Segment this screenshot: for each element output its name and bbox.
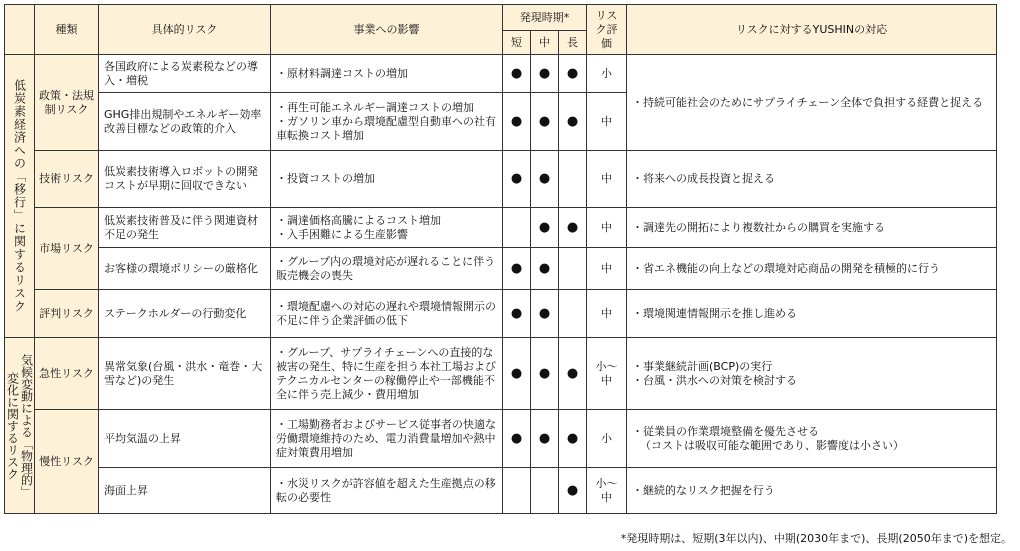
- response-cell: ・調達先の開拓により複数社からの購買を実施する: [627, 208, 997, 248]
- timing-short-empty: [503, 468, 531, 514]
- impact-cell: [271, 208, 503, 248]
- timing-mid-dot: ●: [531, 93, 559, 151]
- type-tech: 技術リスク: [35, 151, 99, 208]
- type-reputation: 評判リスク: [35, 290, 99, 338]
- evaluation-cell: 中: [587, 290, 627, 338]
- type-chronic: 慢性リスク: [35, 410, 99, 514]
- risk-cell: 低炭素技術導入ロボットの開発コストが早期に回収できない: [99, 151, 271, 208]
- evaluation-cell: 中: [587, 151, 627, 208]
- response-cell: ・持続可能社会のためにサプライチェーン全体で負担する経費と捉える: [627, 55, 997, 151]
- category-transition-label: 低炭素経済への「移行」に関するリスク: [12, 79, 27, 313]
- header-type: 種類: [35, 5, 99, 55]
- timing-mid-dot: ●: [531, 290, 559, 338]
- timing-long-empty: [559, 151, 587, 208]
- timing-long-dot: ●: [559, 410, 587, 468]
- evaluation-cell: 小: [587, 55, 627, 93]
- timing-short-dot: ●: [503, 55, 531, 93]
- impact-line: ・入手困難による生産影響: [276, 227, 408, 241]
- evaluation-cell: 中: [587, 93, 627, 151]
- type-policy: 政策・法規制リスク: [35, 55, 99, 151]
- timing-long-empty: [559, 248, 587, 290]
- evaluation-cell: 小: [587, 410, 627, 468]
- category-physical-label: 気候変動による「物理的」変化に関するリスク: [5, 353, 34, 498]
- climate-risk-table: [4, 4, 997, 514]
- impact-cell: [271, 55, 503, 93]
- timing-long-dot: ●: [559, 338, 587, 410]
- impact-line: ・環境配慮への対応の遅れや環境情報開示の不足に伴う企業評価の低下: [276, 299, 496, 327]
- impact-cell: [271, 290, 503, 338]
- timing-short-dot: ●: [503, 93, 531, 151]
- impact-line: ・水災リスクが許容値を超えた生産拠点の移転の必要性: [276, 476, 496, 504]
- timing-short-dot: ●: [503, 410, 531, 468]
- impact-cell: [271, 151, 503, 208]
- impact-cell: [271, 248, 503, 290]
- impact-line: ・調達価格高騰によるコスト増加: [276, 213, 441, 227]
- evaluation-cell: [587, 468, 627, 514]
- table-row: [5, 290, 997, 338]
- timing-short-dot: ●: [503, 338, 531, 410]
- table-row: [5, 55, 997, 93]
- header-response: リスクに対するYUSHINの対応: [627, 5, 997, 55]
- timing-mid-dot: ●: [531, 151, 559, 208]
- timing-long-dot: ●: [559, 468, 587, 514]
- header-long: 長: [559, 31, 587, 55]
- response-line: ・台風・洪水への対策を検討する: [632, 373, 797, 387]
- risk-cell: 海面上昇: [99, 468, 271, 514]
- header-evaluation-label: リスク評価: [595, 8, 618, 50]
- timing-mid-dot: ●: [531, 208, 559, 248]
- timing-mid-dot: ●: [531, 338, 559, 410]
- risk-cell: 平均気温の上昇: [99, 410, 271, 468]
- timing-long-empty: [559, 290, 587, 338]
- header-evaluation: [587, 5, 627, 55]
- response-line: ・従業員の作業環境整備を優先させる: [632, 424, 819, 438]
- category-transition: [5, 55, 35, 338]
- timing-mid-dot: ●: [531, 410, 559, 468]
- response-cell: ・将来への成長投資と捉える: [627, 151, 997, 208]
- response-line: （コストは吸収可能な範囲であり、影響度は小さい）: [640, 438, 904, 452]
- header-risk: 具体的リスク: [99, 5, 271, 55]
- timing-short-empty: [503, 208, 531, 248]
- impact-cell: [271, 468, 503, 514]
- impact-line: ・ガソリン車から環境配慮型自動車への社有車転換コスト増加: [276, 114, 496, 142]
- header-timing: 発現時期*: [503, 5, 587, 31]
- table-row: [5, 410, 997, 468]
- impact-cell: [271, 93, 503, 151]
- impact-line: ・グループ、サプライチェーンへの直接的な被害の発生、特に生産を担う本社工場およびテクニカルセンターの稼働停止や一部機能不全に伴う売上減少・費用増加: [276, 345, 496, 401]
- table-row: [5, 151, 997, 208]
- table-row: [5, 338, 997, 410]
- type-acute: 急性リスク: [35, 338, 99, 410]
- response-cell: ・省エネ機能の向上などの環境対応商品の開発を積極的に行う: [627, 248, 997, 290]
- impact-line: ・グループ内の環境対応が遅れることに伴う販売機会の喪失: [276, 254, 496, 282]
- header-mid: 中: [531, 31, 559, 55]
- risk-cell: 異常気象(台風・洪水・竜巻・大雪など)の発生: [99, 338, 271, 410]
- evaluation-value: 小〜中: [595, 476, 618, 504]
- timing-short-dot: ●: [503, 248, 531, 290]
- evaluation-cell: 中: [587, 208, 627, 248]
- timing-mid-empty: [531, 468, 559, 514]
- risk-cell: お客様の環境ポリシーの厳格化: [99, 248, 271, 290]
- impact-cell: [271, 338, 503, 410]
- timing-short-dot: ●: [503, 151, 531, 208]
- header-blank: [5, 5, 35, 55]
- response-cell: ・継続的なリスク把握を行う: [627, 468, 997, 514]
- response-cell: [627, 410, 997, 468]
- timing-long-dot: ●: [559, 55, 587, 93]
- evaluation-cell: 中: [587, 248, 627, 290]
- impact-line: ・投資コストの増加: [276, 172, 375, 185]
- response-line: ・事業継続計画(BCP)の実行: [632, 359, 773, 373]
- timing-mid-dot: ●: [531, 55, 559, 93]
- risk-cell: ステークホルダーの行動変化: [99, 290, 271, 338]
- risk-cell: 各国政府による炭素税などの導入・増税: [99, 55, 271, 93]
- timing-footnote: *発現時期は、短期(3年以内)、中期(2030年まで)、長期(2050年まで)を想定。: [620, 532, 1012, 545]
- table-row: [5, 248, 997, 290]
- table-row: [5, 468, 997, 514]
- risk-cell: 低炭素技術普及に伴う関連資材不足の発生: [99, 208, 271, 248]
- impact-cell: [271, 410, 503, 468]
- impact-line: ・工場勤務者およびサービス従事者の快適な労働環境維持のため、電力消費量増加や熱中症対策費用増加: [276, 417, 496, 459]
- header-impact: 事業への影響: [271, 5, 503, 55]
- response-cell: ・環境関連情報開示を推し進める: [627, 290, 997, 338]
- timing-mid-dot: ●: [531, 248, 559, 290]
- timing-long-dot: ●: [559, 93, 587, 151]
- header-short: 短: [503, 31, 531, 55]
- evaluation-value: 小〜中: [595, 359, 618, 387]
- table-row: [5, 208, 997, 248]
- timing-long-dot: ●: [559, 208, 587, 248]
- evaluation-cell: [587, 338, 627, 410]
- impact-line: ・再生可能エネルギー調達コストの増加: [276, 100, 474, 114]
- risk-table-wrapper: [4, 4, 997, 514]
- category-physical: [5, 338, 35, 514]
- response-cell: [627, 338, 997, 410]
- impact-line: ・原材料調達コストの増加: [276, 66, 408, 80]
- risk-cell: GHG排出規制やエネルギー効率改善目標などの政策的介入: [99, 93, 271, 151]
- timing-short-dot: ●: [503, 290, 531, 338]
- type-market: 市場リスク: [35, 208, 99, 290]
